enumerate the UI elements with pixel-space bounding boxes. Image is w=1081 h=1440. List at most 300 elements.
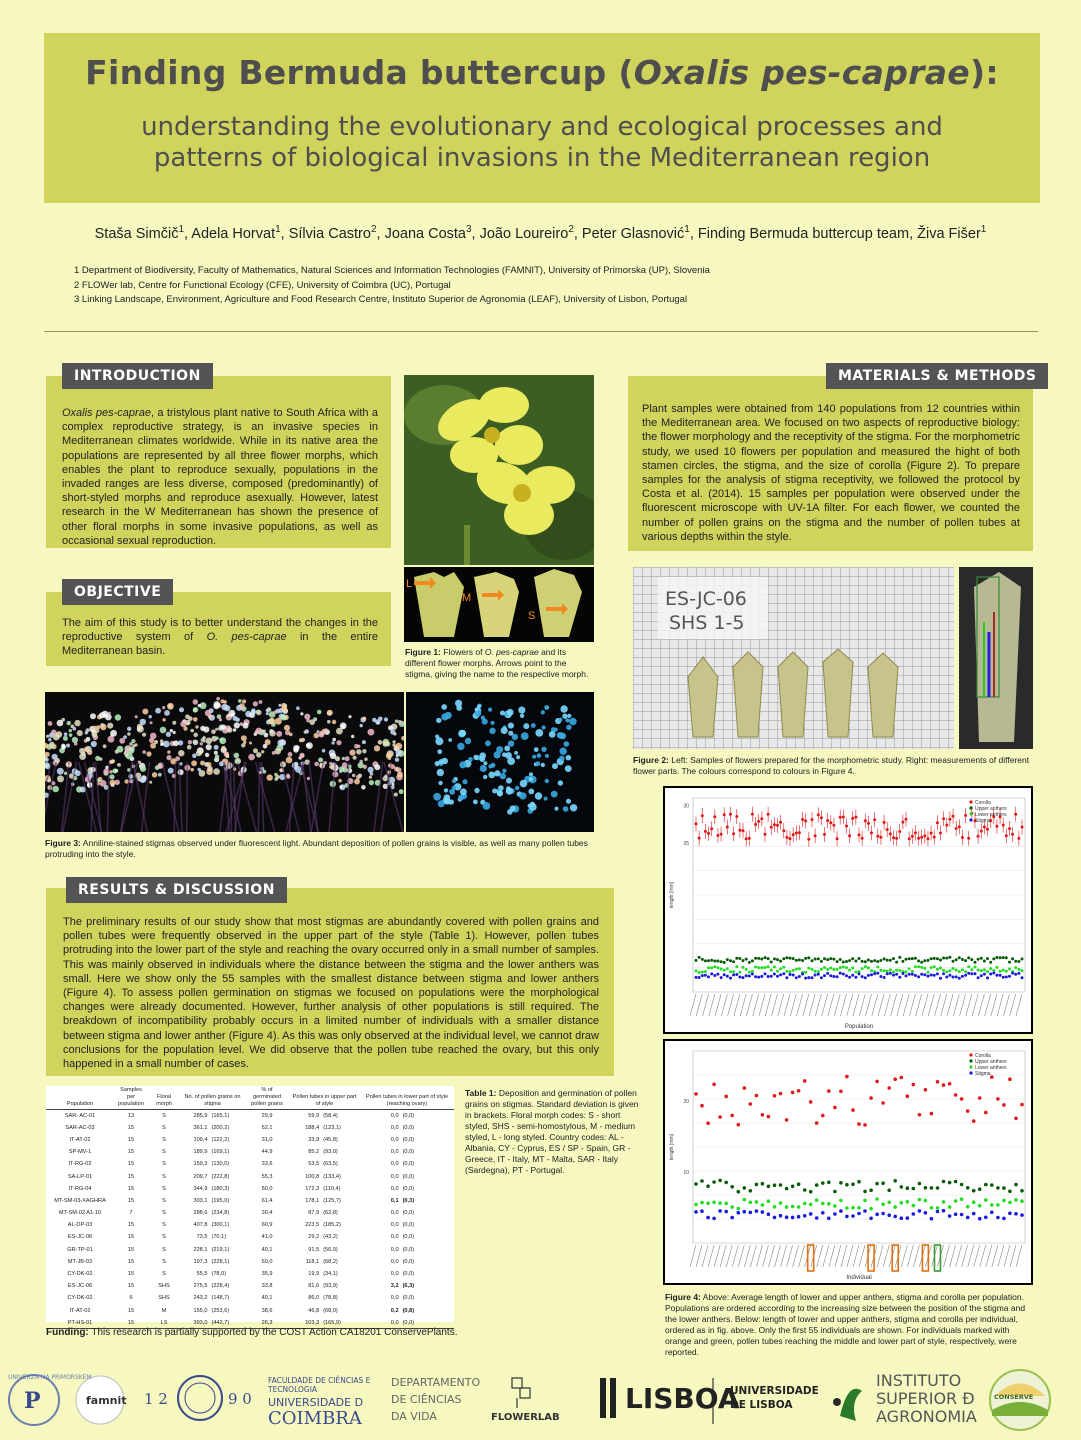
data-point: [751, 959, 754, 962]
data-point: [732, 970, 735, 973]
x-tick-label: [847, 994, 853, 1016]
data-point: [911, 835, 914, 838]
data-point: [720, 968, 723, 971]
data-point: [918, 1198, 922, 1202]
data-point: [1008, 1212, 1012, 1216]
table-cell: S: [162, 1210, 166, 1217]
data-point: [914, 974, 917, 977]
data-point: [1014, 966, 1017, 969]
data-point: [898, 976, 901, 979]
author-name: Joana Costa: [384, 225, 466, 242]
table-row: [46, 1146, 454, 1158]
ulisboa-text: UNIVERSIDADE DE LISBOA: [730, 1385, 819, 1411]
data-point: [879, 959, 882, 962]
data-point: [815, 1216, 819, 1220]
uc-university-text: UNIVERSIDADE D: [268, 1396, 364, 1409]
funding-note: Funding: This research is partially supported by the COST Action CA18201 ConservePlants.: [46, 1327, 458, 1338]
data-point: [912, 1083, 916, 1087]
x-tick-label: [746, 994, 752, 1016]
table-cell: 0,0: [390, 1149, 399, 1156]
author-affiliation-number: 1: [178, 224, 185, 235]
table-cell: (0,0): [402, 1258, 415, 1265]
x-tick-label: [822, 994, 828, 1016]
data-point: [887, 1213, 891, 1217]
table1-caption: Table 1: Deposition and germination of pollen grains on stigmas. Standard deviation is given in brackets. Floral morph codes: S - short styled, SHS - semi-homostylous, M - medium styled, L - long styled. Country codes: AL - Albania, CY - Cyprus, ES / SP - Spain, GR - Greece, IT - Italy, MT - Malta, SAR - Italy (Sardegna), PT - Portugal.: [465, 1088, 639, 1175]
data-point: [869, 1207, 873, 1211]
data-point: [955, 827, 958, 830]
data-point: [842, 816, 845, 819]
x-tick-label: [968, 1245, 974, 1267]
data-point: [942, 1180, 946, 1184]
data-point: [960, 1183, 964, 1187]
data-point: [1014, 973, 1017, 976]
table-cell: (6,3): [402, 1283, 415, 1290]
data-point: [826, 819, 829, 822]
x-tick-label: [787, 1245, 793, 1267]
lisboa-text: LISBOA: [625, 1382, 740, 1415]
table-cell: 15: [127, 1124, 135, 1131]
x-tick-label: [708, 1245, 714, 1267]
y-tick-label: 20: [683, 1098, 689, 1105]
data-point: [999, 970, 1002, 973]
x-tick-label: [913, 1245, 919, 1267]
data-point: [716, 834, 719, 837]
data-point: [886, 959, 889, 962]
data-point: [972, 1200, 976, 1204]
table-cell: 15: [127, 1197, 135, 1204]
data-point: [1008, 827, 1011, 830]
figure3-caption: Figure 3: Anniline-stained stigmas observed under fluorescent light. Abundant deposition of pollen grains is visible, as well as many pollen tubes protruding into the style.: [45, 838, 588, 859]
data-point: [707, 832, 710, 835]
table-cell: 26,3: [245, 1317, 289, 1329]
data-point: [755, 1200, 759, 1204]
data-point: [995, 966, 998, 969]
data-point: [1008, 961, 1011, 964]
results-text: The preliminary results of our study show that most stigmas are abundantly covered with pollen grains and pollen tubes were frequently observed in the upper part of the style (Table 1). However, pollen tubes protruding into the lower part of the style and reaching the ovary occurred only in a small number of samples. This was mainly observed in individuals where the distance between the stigma and the lower anthers was small. Here we show only the 55 samples with the smallest distance between stigma and lower anthers (Figure 4). To assess pollen germination on stigmas we focused on populations were the morphological changes were already documented. However, further analysis of other populations is still required. The breakdown of incompatibility probably occurs in a limited number of individuals with a smaller distance between stigma and lower anther (Figure 4). As this was only observed at the individual level, we cannot draw conclusions for the population level. We did observe that the pollen tube reached the ovary, but this only happened in a small number of cases.: [63, 916, 599, 1071]
data-point: [967, 956, 970, 959]
data-point: [698, 956, 701, 959]
highlight-box: [808, 1245, 814, 1271]
data-point: [1017, 960, 1020, 963]
x-tick-label: [1016, 1245, 1022, 1267]
pollen-table: [46, 1086, 454, 1329]
data-point: [898, 956, 901, 959]
data-point: [930, 1186, 934, 1190]
data-point: [999, 974, 1002, 977]
data-point: [789, 837, 792, 840]
data-point: [807, 967, 810, 970]
data-point: [914, 957, 917, 960]
data-point: [823, 974, 826, 977]
data-point: [798, 975, 801, 978]
data-point: [716, 966, 719, 969]
data-point: [990, 1211, 994, 1215]
table-cell: (0,0): [402, 1295, 415, 1302]
table-cell: 118,1: [305, 1258, 320, 1265]
table-cell: 103,3: [289, 1317, 321, 1329]
data-point: [892, 974, 895, 977]
data-point: [773, 823, 776, 826]
data-point: [785, 956, 788, 959]
author-affiliation-number: 3: [465, 224, 472, 235]
legend-marker: [969, 818, 972, 821]
data-point: [779, 1183, 783, 1187]
table-cell: 0,0: [390, 1112, 399, 1119]
table-cell: 33,8: [261, 1283, 273, 1290]
data-point: [748, 975, 751, 978]
x-tick-label: [828, 994, 834, 1016]
data-point: [984, 1183, 988, 1187]
data-point: [936, 957, 939, 960]
isa-bird-icon: [840, 1389, 862, 1421]
x-tick-label: [992, 1245, 998, 1267]
col-germinated: % of germinated pollen grains: [245, 1086, 289, 1110]
data-point: [895, 969, 898, 972]
data-point: [980, 957, 983, 960]
data-point: [990, 1203, 994, 1207]
data-point: [833, 1106, 837, 1110]
data-point: [870, 960, 873, 963]
table-cell: 243,2: [193, 1295, 208, 1302]
highlight-box: [922, 1245, 928, 1271]
data-point: [864, 960, 867, 963]
data-point: [729, 977, 732, 980]
data-point: [920, 961, 923, 964]
table-cell: MT-SM-03-XAGHRA: [54, 1197, 106, 1204]
data-point: [832, 958, 835, 961]
x-tick-label: [790, 994, 796, 1016]
data-point: [718, 1179, 722, 1183]
x-tick-label: [953, 994, 959, 1016]
data-point: [791, 1205, 795, 1209]
data-point: [724, 1181, 728, 1185]
data-point: [923, 967, 926, 970]
table-cell: (180,3): [211, 1185, 230, 1192]
data-point: [958, 977, 961, 980]
data-point: [996, 1216, 1000, 1220]
data-point: [751, 973, 754, 976]
data-point: [861, 975, 864, 978]
table-row: [46, 1158, 454, 1170]
data-point: [821, 1181, 825, 1185]
data-point: [966, 1205, 970, 1209]
data-point: [798, 958, 801, 961]
data-point: [857, 1206, 861, 1210]
data-point: [967, 965, 970, 968]
data-point: [732, 832, 735, 835]
data-point: [912, 1187, 916, 1191]
x-tick-label: [765, 994, 771, 1016]
flower-measurement-image: [959, 567, 1033, 749]
data-point: [832, 824, 835, 827]
data-point: [986, 970, 989, 973]
data-point: [960, 1197, 964, 1201]
x-tick-label: [797, 994, 803, 1016]
data-point: [757, 976, 760, 979]
data-point: [908, 957, 911, 960]
data-point: [724, 1210, 728, 1214]
legend-label: Corolla: [975, 1052, 991, 1059]
data-point: [923, 973, 926, 976]
table-cell: (56,0): [323, 1246, 338, 1253]
table-cell: (0,0): [402, 1124, 415, 1131]
table-cell: IT-RG-04: [68, 1185, 92, 1192]
data-point: [797, 1205, 801, 1209]
x-axis-label: Individual: [846, 1275, 872, 1281]
x-tick-label: [960, 994, 966, 1016]
data-point: [773, 1216, 777, 1220]
introduction-box: [46, 376, 391, 548]
table-cell: 40,1: [261, 1246, 273, 1253]
data-point: [820, 968, 823, 971]
data-point: [1011, 972, 1014, 975]
legend-label: Upper anthers: [975, 805, 1007, 812]
data-point: [789, 970, 792, 973]
data-point: [817, 957, 820, 960]
x-tick-label: [834, 994, 840, 1016]
affiliation-2: 2 FLOWer lab, Centre for Functional Ecology (CFE), University of Coimbra (UC), Portugal: [74, 279, 451, 291]
table-cell: MT-JB-03: [67, 1258, 93, 1265]
data-point: [836, 837, 839, 840]
table-cell: (78,0): [211, 1271, 227, 1278]
data-point: [964, 814, 967, 817]
data-point: [914, 831, 917, 834]
data-point: [716, 973, 719, 976]
data-point: [701, 974, 704, 977]
data-point: [792, 957, 795, 960]
data-point: [779, 1092, 783, 1096]
x-tick-label: [696, 994, 702, 1016]
data-point: [720, 976, 723, 979]
data-point: [1008, 1077, 1012, 1081]
affiliation-3: 3 Linking Landscape, Environment, Agriculture and Food Research Centre, Instituto Superior de Agronomia (LEAF), University of Lisbon, Portugal: [74, 294, 688, 305]
x-tick-label: [878, 994, 884, 1016]
data-point: [930, 974, 933, 977]
data-point: [1005, 976, 1008, 979]
table-row: [46, 1231, 454, 1243]
data-point: [809, 1190, 813, 1194]
x-tick-label: [772, 994, 778, 1016]
data-point: [933, 957, 936, 960]
data-point: [1008, 1201, 1012, 1205]
data-point: [851, 817, 854, 820]
data-point: [978, 1096, 982, 1100]
data-point: [735, 973, 738, 976]
data-point: [883, 969, 886, 972]
data-point: [906, 1216, 910, 1220]
data-point: [972, 1119, 976, 1123]
data-point: [879, 836, 882, 839]
data-point: [886, 972, 889, 975]
data-point: [724, 1202, 728, 1206]
table-cell: 209,7: [193, 1173, 208, 1180]
data-point: [785, 1215, 789, 1219]
data-point: [983, 826, 986, 829]
table-cell: 61,4: [261, 1197, 273, 1204]
table-cell: (43,2): [323, 1234, 338, 1241]
data-point: [1014, 1183, 1018, 1187]
data-point: [851, 1108, 855, 1112]
data-point: [917, 837, 920, 840]
table-cell: (0,3): [402, 1197, 415, 1204]
data-point: [1020, 1103, 1024, 1107]
x-tick-label: [944, 1245, 950, 1267]
data-point: [738, 957, 741, 960]
data-point: [942, 972, 945, 975]
x-tick-label: [884, 994, 890, 1016]
table-cell: SHS: [158, 1295, 170, 1302]
data-point: [875, 1080, 879, 1084]
x-tick-label: [690, 1245, 696, 1267]
data-point: [870, 969, 873, 972]
data-point: [930, 1206, 934, 1210]
data-point: [858, 972, 861, 975]
table-cell: 0,0: [390, 1161, 399, 1168]
data-point: [695, 959, 698, 962]
data-point: [798, 967, 801, 970]
table-cell: (0,0): [402, 1136, 415, 1143]
data-point: [875, 1213, 879, 1217]
data-point: [854, 971, 857, 974]
table-cell: (200,2): [211, 1124, 230, 1131]
data-point: [900, 1185, 904, 1189]
data-point: [845, 1183, 849, 1187]
data-point: [767, 1115, 771, 1119]
table-cell: (185,2): [323, 1222, 341, 1229]
data-point: [930, 957, 933, 960]
x-tick-label: [703, 994, 709, 1016]
data-point: [729, 959, 732, 962]
flowerlab-logo-icon: [512, 1378, 530, 1408]
data-point: [707, 966, 710, 969]
data-point: [1014, 1117, 1018, 1121]
data-point: [933, 836, 936, 839]
flower-photo: [404, 375, 594, 565]
x-tick-label: [950, 1245, 956, 1267]
data-point: [1002, 1199, 1006, 1203]
data-point: [945, 824, 948, 827]
data-point: [989, 973, 992, 976]
data-point: [936, 1080, 940, 1084]
data-point: [945, 970, 948, 973]
data-point: [858, 957, 861, 960]
data-point: [886, 828, 889, 831]
data-point: [792, 833, 795, 836]
data-point: [760, 817, 763, 820]
author-affiliation-number: 1: [275, 224, 281, 235]
legend-marker: [969, 1065, 972, 1068]
data-point: [817, 970, 820, 973]
table-cell: 0,0: [390, 1246, 399, 1253]
data-point: [745, 958, 748, 961]
data-point: [876, 966, 879, 969]
data-point: [1021, 969, 1024, 972]
data-point: [718, 1115, 722, 1119]
data-point: [723, 973, 726, 976]
data-point: [857, 1212, 861, 1216]
data-point: [785, 1187, 789, 1191]
data-point: [948, 956, 951, 959]
data-point: [723, 813, 726, 816]
data-point: [726, 967, 729, 970]
data-point: [839, 972, 842, 975]
table-cell: 73,5: [196, 1234, 208, 1241]
author-name: Finding Bermuda buttercup team: [697, 225, 910, 242]
data-point: [695, 969, 698, 972]
data-point: [986, 976, 989, 979]
data-point: [863, 1123, 867, 1127]
figure4-caption: Figure 4: Above: Average length of lower and upper anthers, stigma and corolla per population. Populations are ordered according to the increasing size between the position of the stigma and the lower anthers. Below: length of lower and upper anthers, stigma and corolla per individual, ordered as in fig. above. Only the first 55 individuals are shown. For individuals marked with orange and green, pollen tubes reaching the middle and lower part of style, respectively, were reported.: [665, 1292, 1026, 1357]
data-point: [839, 1090, 843, 1094]
data-point: [889, 968, 892, 971]
data-point: [1017, 837, 1020, 840]
individual-chart: [665, 1041, 1031, 1283]
table-cell: S: [162, 1197, 166, 1204]
data-point: [918, 1182, 922, 1186]
data-point: [829, 974, 832, 977]
data-point: [767, 965, 770, 968]
data-point: [898, 969, 901, 972]
x-tick-label: [1016, 994, 1022, 1016]
data-point: [1002, 824, 1005, 827]
table-cell: S: [162, 1149, 166, 1156]
data-point: [924, 1088, 928, 1092]
data-point: [936, 1210, 940, 1214]
data-point: [718, 1201, 722, 1205]
data-point: [952, 976, 955, 979]
table-cell: 30,4: [261, 1210, 273, 1217]
data-point: [1021, 976, 1024, 979]
data-point: [776, 970, 779, 973]
table-cell: (228,1): [211, 1258, 230, 1265]
data-point: [732, 973, 735, 976]
data-point: [861, 960, 864, 963]
table-cell: 35,9: [261, 1271, 273, 1278]
table-cell: M: [161, 1307, 167, 1314]
highlight-box: [868, 1245, 874, 1271]
data-point: [876, 972, 879, 975]
data-point: [748, 961, 751, 964]
data-point: [748, 837, 751, 840]
y-tick-label: 25: [683, 840, 689, 847]
data-point: [927, 959, 930, 962]
data-point: [785, 836, 788, 839]
table-cell: 81,6: [308, 1283, 320, 1290]
data-point: [870, 831, 873, 834]
data-point: [977, 976, 980, 979]
data-point: [966, 1109, 970, 1113]
table-cell: (125,7): [323, 1197, 341, 1204]
table-cell: 15: [127, 1258, 135, 1265]
data-point: [695, 822, 698, 825]
data-point: [804, 819, 807, 822]
data-point: [845, 1075, 849, 1079]
data-point: [905, 974, 908, 977]
data-point: [966, 1186, 970, 1190]
data-point: [738, 976, 741, 979]
data-point: [918, 1113, 922, 1117]
data-point: [755, 1094, 759, 1098]
table-cell: 44,9: [261, 1149, 273, 1156]
data-point: [804, 971, 807, 974]
data-point: [845, 1215, 849, 1219]
data-point: [803, 1202, 807, 1206]
data-point: [958, 970, 961, 973]
table-cell: (195,0): [211, 1197, 230, 1204]
table-cell: SA-LP-01: [67, 1173, 93, 1180]
data-point: [911, 973, 914, 976]
data-point: [906, 1200, 910, 1204]
